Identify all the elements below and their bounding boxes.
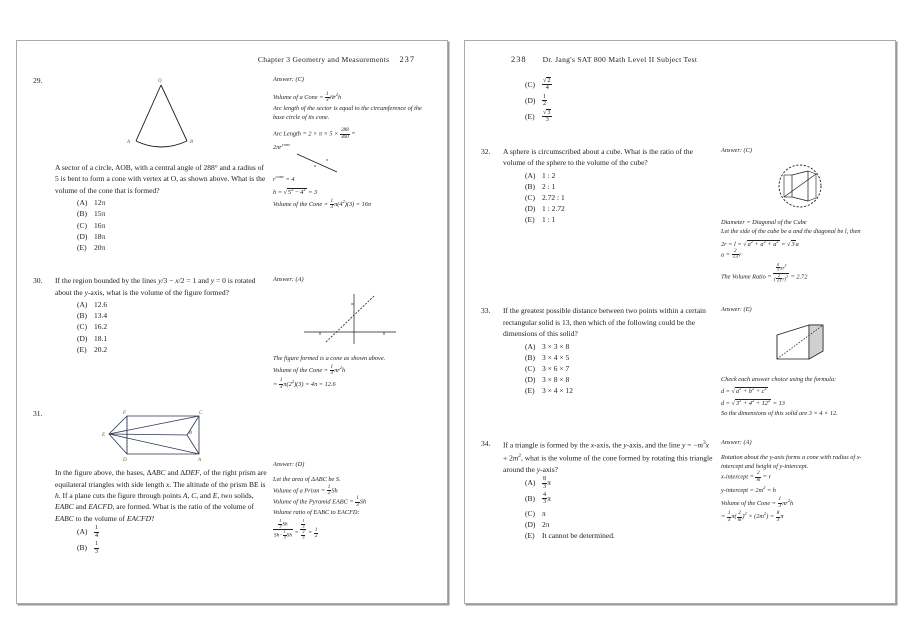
- line-graph-cone: [273, 290, 431, 349]
- label-O: O: [158, 79, 162, 84]
- choice-e[interactable]: (E) 20π: [77, 243, 106, 253]
- solution-line: Let the side of the cube be a and the diagonal be l, then: [721, 228, 861, 236]
- choice-c[interactable]: (C) 16π: [77, 220, 106, 230]
- label-B: B: [190, 140, 194, 145]
- solution-line: $d = √3^2 + 4^2 + 12^2 = 13$: [721, 398, 785, 408]
- solution-line: Volume of the Cone = $\frac{1}{3}$ $\pi r^2h$: [721, 496, 794, 509]
- choice-c[interactable]: (C) π: [525, 508, 546, 518]
- solution-line: Volume of the Cone = $\frac{1}{3}$ $\pi r^2h$: [273, 363, 346, 377]
- solution-line: $d = √a^2 + b^2 + c^2$: [721, 386, 767, 396]
- choice-b[interactable]: (B) 3 × 4 × 5: [525, 352, 570, 362]
- question-33-solution: [715, 305, 879, 417]
- choice-a[interactable]: (A) 12.6: [77, 300, 108, 310]
- question-32-solution: [715, 146, 879, 284]
- solution-line: Rotation about the y-axis forms a cone with radius of x-intercept and height of y-intercept.: [721, 454, 862, 471]
- solution-line: Arc Length = 2 × π × 5 × $\frac{288}{360}$ =: [273, 127, 356, 140]
- question-34-solution: [715, 438, 879, 523]
- choice-c[interactable]: (C) 16.2: [77, 322, 108, 332]
- choice-c[interactable]: (C) 3 × 6 × 7: [525, 364, 570, 374]
- question-31-number: 31.: [33, 409, 43, 419]
- question-31: [33, 408, 431, 555]
- question-29-text: A sector of a circle, AOB, with a central angle of 288° and a radius of 5 is bent to form a cone with vertex at O, as shown above. What is the volume of the cone that is formed?: [55, 163, 266, 195]
- question-29-choices: [77, 197, 267, 253]
- answer-head-31: Answer: (D): [273, 461, 305, 469]
- solution-line: $h = √5^2 - 4^2 = 3$: [273, 186, 318, 196]
- question-30-number: 30.: [33, 276, 43, 286]
- solution-line: The figure formed is a cone as shown above.: [273, 354, 386, 362]
- choice-a[interactable]: (A) $\frac{8}{3}$ π: [525, 476, 551, 490]
- answer-head-30: Answer: (A): [273, 276, 304, 284]
- choice-d[interactable]: (D) 3 × 8 × 8: [525, 375, 570, 385]
- choice-d[interactable]: (D) 18π: [77, 231, 106, 241]
- solution-line: Volume of the Pyramid EABC = $\frac{1}{3}$ Sh: [273, 495, 367, 508]
- choice-a[interactable]: (A) 1 : 2: [525, 170, 556, 180]
- answer-head-34: Answer: (A): [721, 438, 752, 446]
- choice-a[interactable]: (A) $\frac{1}{4}$: [77, 525, 99, 539]
- page-right: [464, 40, 896, 604]
- running-head-text: Dr. Jang's SAT 800 Math Level II Subject Test: [542, 55, 698, 64]
- choice-e[interactable]: (E) It cannot be determined.: [525, 531, 615, 541]
- solution-line: Volume of a Cone = $\frac{1}{3}$ 𝜋r$^2$h: [273, 91, 342, 104]
- question-30: [33, 275, 431, 390]
- solution-line: Volume of the Cone = $\frac{1}{3}$ $\pi(4^2)(3) = 16\pi$: [273, 197, 372, 211]
- solution-line: = $\frac{1}{3}$ $\pi(2^2)(3) = 4\pi = 12.6$: [273, 377, 336, 390]
- choice-e[interactable]: (E) 3 × 4 × 12: [525, 386, 573, 396]
- question-32-text: A sphere is circumscribed about a cube. What is the ratio of the volume of the sphere to the volume of the cube?: [503, 146, 694, 168]
- answer-head-29: Answer: (C): [273, 76, 304, 83]
- question-32-choices: [525, 170, 715, 226]
- solution-line: $r^{cone} = 4$: [273, 174, 295, 184]
- page-left: [16, 40, 448, 604]
- solution-line: y-intercept = $2m^2 = h$: [721, 485, 776, 495]
- choice-b[interactable]: (B) $\frac{1}{3}$: [77, 541, 99, 555]
- sphere-circumscribing-cube: [721, 161, 879, 214]
- question-30-text: If the region bounded by the lines y/3 − x/2 = 1 and y = 0 is rotated about the y-axis, what is the volume of the figure formed?: [55, 276, 256, 297]
- choice-c[interactable]: (C) 2.72 : 1: [525, 192, 565, 202]
- question-29-number: 29.: [33, 76, 43, 85]
- question-34-choices: [525, 476, 715, 541]
- running-head-left: [33, 55, 431, 69]
- label-F: F: [123, 411, 127, 417]
- choice-d[interactable]: (D) 18.1: [77, 333, 108, 343]
- running-head-right: [481, 55, 879, 69]
- question-31-solution: [267, 408, 431, 540]
- choice-e[interactable]: (E) 1 : 1: [525, 215, 556, 225]
- solution-line: x-intercept = $\frac{2}{m}$ = r: [721, 470, 772, 483]
- label-A: A: [198, 458, 202, 463]
- answer-head-33: Answer: (E): [721, 306, 752, 314]
- choice-b[interactable]: (B) 15π: [77, 209, 106, 219]
- solution-line: The Volume Ratio = $\frac{4}{3}$ $\pi r^3$ ( $\frac{2}{√3}$ r)$^3$ = 2.72: [721, 261, 808, 283]
- label-E: E: [102, 433, 106, 439]
- question-32: [481, 146, 879, 284]
- question-34-number: 34.: [481, 438, 491, 448]
- label-A: A: [127, 140, 131, 145]
- choice-b[interactable]: (B) 2 : 1: [525, 181, 556, 191]
- question-33-text: If the greatest possible distance between two points within a certain rectangular solid is 13, then which of the following could be the dimensions of this solid?: [503, 306, 706, 339]
- sector-AOB-diagram: [55, 75, 267, 162]
- folio-right: 238: [511, 55, 527, 64]
- solution-line: Check each answer choice using the formula:: [721, 375, 837, 383]
- question-31-choices: [77, 525, 267, 555]
- triangular-prism-diagram: [55, 408, 267, 467]
- running-head-text: Chapter 3 Geometry and Measurements: [257, 55, 390, 64]
- label-B: B: [189, 431, 193, 437]
- question-30-choices: [77, 299, 267, 355]
- solution-line: $\frac{1}{3}$ Sh Sh− $\frac{1}{3}$ Sh = $\frac{\frac{1}{3}}{\frac{2}{3}}$ = $\frac{1}{2}$: [274, 518, 318, 540]
- question-31-text: In the figure above, the bases, ΔABC and ΔDEF, of the right prism are equilateral triangles with side length x. The altitude of the prism BE is h. If a plane cuts the figure through points A, C, and E, two solids, EABC and EACFD, are formed. What is the ratio of the volume of EABC to the volume of EACFD?: [55, 468, 267, 523]
- solution-line: So the dimensions of this solid are 3 × 4 × 12.: [721, 409, 838, 417]
- solution-line: Arc length of the sector is equal to the circumference of the base circle of its cone.: [273, 104, 422, 122]
- solution-line: $2\pi r^{cone}$: [273, 142, 291, 152]
- solution-line: Let the area of ΔABC be S.: [273, 476, 341, 484]
- question-34-text: If a triangle is formed by the x-axis, the y-axis, and the line $y = -m^3x + 2m^2$, what is the volume of the cone formed by rotating this triangle around the y-axis?: [503, 439, 713, 474]
- choice-b[interactable]: (B) $\frac{4}{3}$ π: [525, 491, 551, 506]
- solution-line: Volume ratio of EABC to EACFD:: [273, 509, 360, 517]
- label-D: D: [123, 458, 127, 463]
- choice-d[interactable]: (D) 1 : 2.72: [525, 204, 565, 214]
- question-32-number: 32.: [481, 146, 491, 156]
- carryover-choices: [525, 78, 715, 124]
- solution-line: Diameter = Diagonal of the Cube: [721, 219, 807, 227]
- choice-e[interactable]: (E) $\frac{√3}{3}$: [525, 109, 551, 124]
- question-33-choices: [525, 341, 715, 397]
- choice-c[interactable]: (C) $\frac{√2}{4}$: [525, 78, 551, 92]
- choice-a[interactable]: (A) 12π: [77, 198, 106, 208]
- folio-left: 237: [399, 55, 415, 64]
- choice-a[interactable]: (A) 3 × 3 × 8: [525, 341, 570, 351]
- choice-d[interactable]: (D) 2π: [525, 520, 550, 530]
- choice-d[interactable]: (D) $\frac{1}{2}$: [525, 93, 547, 108]
- carryover-choices-block: [481, 77, 879, 124]
- question-33: [481, 305, 879, 417]
- label-C: C: [199, 411, 203, 417]
- choice-b[interactable]: (B) 13.4: [77, 311, 108, 321]
- question-33-number: 33.: [481, 306, 491, 316]
- choice-e[interactable]: (E) 20.2: [77, 344, 108, 354]
- solution-line: Volume of a Prism = $\frac{1}{2}$ Sh: [273, 483, 338, 497]
- answer-head-32: Answer: (C): [721, 146, 752, 154]
- question-30-solution: [267, 275, 431, 390]
- question-29-solution: [267, 75, 431, 211]
- question-29: [33, 75, 431, 253]
- rectangular-solid-diagonal: [721, 321, 879, 370]
- solution-line: a = $\frac{2}{√3}$ r: [721, 247, 742, 261]
- solution-line: = $\frac{1}{3}$ π( $\frac{2}{m}$ )$^2 \times (2m^2)$ = $\frac{8}{3}$ π: [721, 510, 784, 523]
- question-34: [481, 438, 879, 542]
- solution-line: $2r = l = √a^2 + a^2 + a^2 = √3a$: [721, 238, 799, 248]
